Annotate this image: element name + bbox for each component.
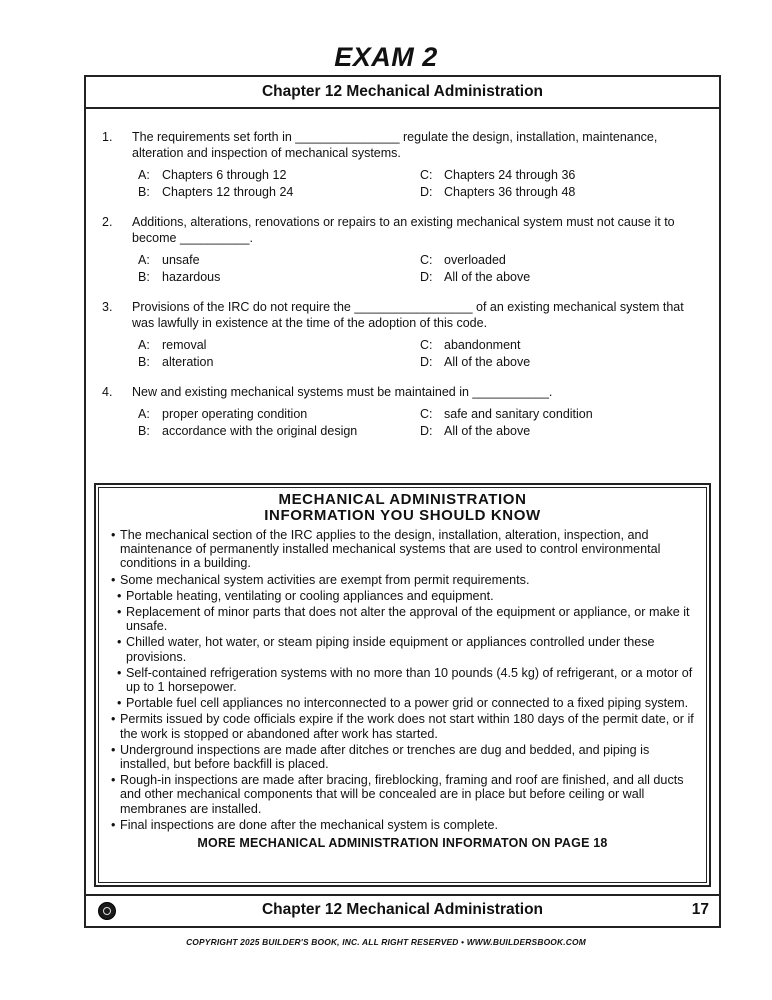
answer-option xyxy=(420,423,702,439)
answer-options xyxy=(138,167,702,200)
question-3 xyxy=(102,299,702,370)
bullet-dot-icon: • xyxy=(111,773,116,788)
answer-option-text: proper operating condition xyxy=(162,407,308,421)
answer-option xyxy=(138,354,420,370)
question-text: The requirements set forth in _______________ regulate the design, installation, maintenance, alteration and inspection of mechanical systems. xyxy=(132,130,658,160)
bullet-dot-icon: • xyxy=(111,712,116,727)
question-1 xyxy=(102,129,702,200)
answer-option-letter: D: xyxy=(420,270,433,284)
bullet-dot-icon: • xyxy=(117,635,122,650)
info-bullet xyxy=(111,743,694,771)
question-number: 3. xyxy=(102,300,113,314)
answer-option xyxy=(138,269,420,285)
question-list xyxy=(102,129,702,453)
info-heading xyxy=(111,492,694,524)
answer-option xyxy=(138,406,420,422)
answer-option-text: Chapters 24 through 36 xyxy=(444,168,576,182)
footer-chapter-title: Chapter 12 Mechanical Administration xyxy=(261,901,544,918)
bullet-dot-icon: • xyxy=(117,665,122,680)
answer-option-text: Chapters 36 through 48 xyxy=(444,185,576,199)
question-text: Provisions of the IRC do not require the _________________ of an existing mechanical system that was lawfully in existence at the time of the adoption of this code. xyxy=(132,300,684,330)
answer-option xyxy=(138,184,420,200)
info-bullet-text: Final inspections are done after the mechanical system is complete. xyxy=(120,817,498,832)
info-bullet-text: The mechanical section of the IRC applies to the design, installation, alteration, inspection, and maintenance of permanently installed mechanical systems that are used to control environmental conditions in a building. xyxy=(120,528,661,571)
answer-option-letter: B: xyxy=(138,424,150,438)
question-number: 2. xyxy=(102,215,113,229)
info-box xyxy=(94,483,711,887)
answer-options xyxy=(138,252,702,285)
answer-option-letter: A: xyxy=(138,407,150,421)
info-bullet-text: Portable fuel cell appliances no interconnected to a power grid or connected to a fixed piping system. xyxy=(126,696,689,711)
answer-option xyxy=(420,252,702,268)
question-text: New and existing mechanical systems must be maintained in ___________. xyxy=(132,385,553,399)
bullet-dot-icon: • xyxy=(111,528,116,542)
info-bullet-text: Portable heating, ventilating or cooling appliances and equipment. xyxy=(126,588,494,603)
question-text: Additions, alterations, renovations or repairs to an existing mechanical system must not cause it to become __________. xyxy=(132,215,675,245)
answer-option-letter: A: xyxy=(138,168,150,182)
bullet-dot-icon: • xyxy=(111,572,116,587)
answer-option-text: overloaded xyxy=(444,253,506,267)
answer-option-letter: A: xyxy=(138,253,150,267)
answer-option xyxy=(138,167,420,183)
chapter-header: Chapter 12 Mechanical Administration xyxy=(86,77,719,109)
info-bullet-text: Chilled water, hot water, or steam piping inside equipment or appliances controlled under these provisions. xyxy=(126,635,655,664)
answer-option-text: removal xyxy=(162,338,207,352)
info-bullet-text: Some mechanical system activities are exempt from permit requirements. xyxy=(120,572,530,587)
answer-option xyxy=(138,337,420,353)
answer-option-text: alteration xyxy=(162,355,214,369)
answer-option-letter: C: xyxy=(420,168,433,182)
exam-page-frame xyxy=(84,75,721,928)
answer-option-letter: C: xyxy=(420,338,433,352)
bullet-dot-icon: • xyxy=(111,742,116,757)
answer-option xyxy=(420,269,702,285)
info-bullet-text: Permits issued by code officials expire if the work does not start within 180 days of the permit date, or if the work is stopped or abandoned after work has started. xyxy=(120,712,694,741)
answer-option xyxy=(420,184,702,200)
answer-option xyxy=(138,423,420,439)
question-number: 1. xyxy=(102,130,113,144)
info-bullet xyxy=(111,528,694,571)
answer-option-text: Chapters 12 through 24 xyxy=(162,185,294,199)
info-more-note: MORE MECHANICAL ADMINISTRATION INFORMATON ON PAGE 18 xyxy=(197,836,608,851)
info-bullet-list xyxy=(111,528,694,832)
bullet-dot-icon: • xyxy=(117,696,122,711)
answer-option-letter: C: xyxy=(420,407,433,421)
question-number: 4. xyxy=(102,385,113,399)
page-footer xyxy=(86,894,719,926)
info-bullet xyxy=(111,818,694,832)
answer-option xyxy=(420,354,702,370)
info-sub-bullet xyxy=(111,605,694,633)
answer-option xyxy=(420,406,702,422)
answer-option-text: unsafe xyxy=(162,253,200,267)
exam-title: EXAM 2 xyxy=(334,42,438,72)
bullet-dot-icon: • xyxy=(117,588,122,603)
info-bullet xyxy=(111,573,694,587)
answer-option-text: safe and sanitary condition xyxy=(444,407,593,421)
answer-option-text: abandonment xyxy=(444,338,521,352)
answer-option xyxy=(420,167,702,183)
answer-option-letter: D: xyxy=(420,424,433,438)
info-bullet xyxy=(111,712,694,740)
answer-option-text: Chapters 6 through 12 xyxy=(162,168,287,182)
page-number: 17 xyxy=(691,901,709,918)
info-bullet xyxy=(111,773,694,816)
answer-option xyxy=(138,252,420,268)
info-bullet-text: Replacement of minor parts that does not alter the approval of the equipment or appliance, or make it unsafe. xyxy=(126,605,690,634)
copyright-notice: COPYRIGHT 2025 BUILDER'S BOOK, INC. ALL RIGHT RESERVED • WWW.BUILDERSBOOK.COM xyxy=(186,937,586,947)
answer-option-letter: B: xyxy=(138,270,150,284)
answer-option-text: All of the above xyxy=(444,355,531,369)
info-sub-bullet xyxy=(111,696,694,710)
bullet-dot-icon: • xyxy=(117,605,122,620)
answer-option-letter: B: xyxy=(138,185,150,199)
info-sub-bullet xyxy=(111,666,694,694)
answer-option-text: accordance with the original design xyxy=(162,424,358,438)
answer-option-letter: A: xyxy=(138,338,150,352)
answer-option xyxy=(420,337,702,353)
info-bullet-text: Underground inspections are made after ditches or trenches are dug and bedded, and piping is installed, but before backfill is placed. xyxy=(120,742,650,772)
info-heading-line-1: MECHANICAL ADMINISTRATION xyxy=(278,491,527,508)
answer-option-letter: C: xyxy=(420,253,433,267)
info-bullet-text: Rough-in inspections are made after bracing, fireblocking, framing and roof are finished, and all ducts and other mechanical components that will be concealed are in place but before ceiling or wall membranes are installed. xyxy=(120,773,684,816)
question-2 xyxy=(102,214,702,285)
answer-option-letter: D: xyxy=(420,355,433,369)
info-box-inner xyxy=(98,487,707,883)
answer-option-text: All of the above xyxy=(444,424,531,438)
bullet-dot-icon: • xyxy=(111,817,116,832)
info-sub-bullet xyxy=(111,635,694,663)
answer-option-letter: B: xyxy=(138,355,150,369)
answer-options xyxy=(138,406,702,439)
info-sub-bullet xyxy=(111,589,694,603)
info-heading-line-2: INFORMATION YOU SHOULD KNOW xyxy=(264,507,541,524)
answer-option-text: All of the above xyxy=(444,270,531,284)
info-bullet-text: Self-contained refrigeration systems with no more than 10 pounds (4.5 kg) of refrigerant, or a motor of up to 1 horsepower. xyxy=(126,665,693,695)
answer-option-text: hazardous xyxy=(162,270,221,284)
answer-option-letter: D: xyxy=(420,185,433,199)
question-4 xyxy=(102,384,702,439)
answer-options xyxy=(138,337,702,370)
